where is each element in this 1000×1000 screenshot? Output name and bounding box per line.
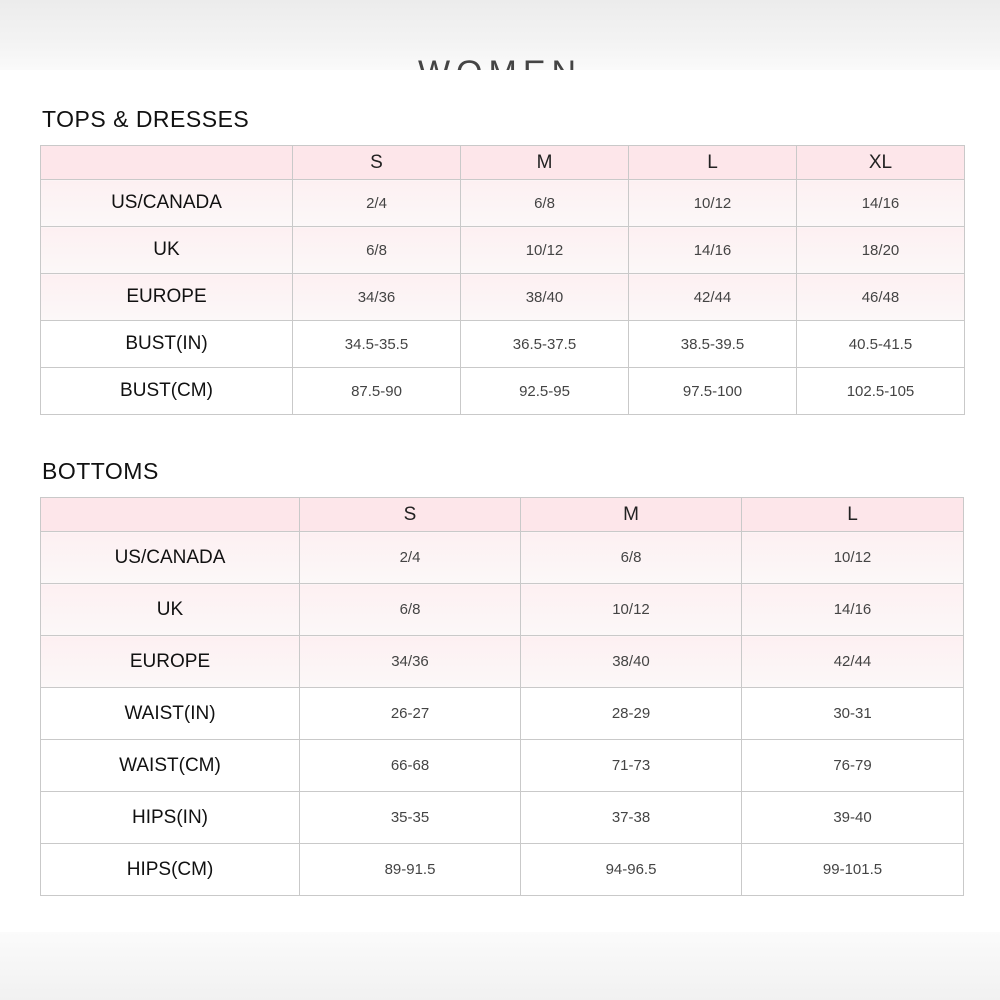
- table-cell: 38.5-39.5: [629, 321, 797, 368]
- row-label: US/CANADA: [41, 180, 293, 227]
- bottoms-header-size: S: [300, 498, 521, 532]
- table-cell: 18/20: [797, 227, 965, 274]
- tops-header-row: [41, 146, 965, 180]
- table-cell: 40.5-41.5: [797, 321, 965, 368]
- table-cell: 14/16: [797, 180, 965, 227]
- table-cell: 38/40: [461, 274, 629, 321]
- tops-header-empty: [41, 146, 293, 180]
- table-cell: 71-73: [521, 740, 742, 792]
- row-label: BUST(CM): [41, 368, 293, 415]
- table-row: [41, 688, 964, 740]
- table-cell: 36.5-37.5: [461, 321, 629, 368]
- row-label: BUST(IN): [41, 321, 293, 368]
- row-label: WAIST(CM): [41, 740, 300, 792]
- row-label: EUROPE: [41, 636, 300, 688]
- row-label: EUROPE: [41, 274, 293, 321]
- table-cell: 94-96.5: [521, 844, 742, 896]
- tops-header-size: S: [293, 146, 461, 180]
- table-cell: 30-31: [742, 688, 964, 740]
- table-cell: 14/16: [629, 227, 797, 274]
- table-cell: 2/4: [300, 532, 521, 584]
- table-cell: 6/8: [521, 532, 742, 584]
- table-row: [41, 180, 965, 227]
- tops-header-size: XL: [797, 146, 965, 180]
- table-cell: 39-40: [742, 792, 964, 844]
- table-row: [41, 274, 965, 321]
- table-cell: 6/8: [293, 227, 461, 274]
- table-row: [41, 636, 964, 688]
- row-label: HIPS(CM): [41, 844, 300, 896]
- bottoms-section-title: BOTTOMS: [42, 458, 159, 484]
- table-row: [41, 740, 964, 792]
- table-cell: 66-68: [300, 740, 521, 792]
- table-cell: 10/12: [629, 180, 797, 227]
- table-cell: 97.5-100: [629, 368, 797, 415]
- tops-section-title: TOPS & DRESSES: [42, 106, 250, 132]
- row-label: HIPS(IN): [41, 792, 300, 844]
- table-cell: 10/12: [461, 227, 629, 274]
- table-cell: 38/40: [521, 636, 742, 688]
- table-cell: 102.5-105: [797, 368, 965, 415]
- bottom-background-band: [0, 932, 1000, 1000]
- row-label: UK: [41, 584, 300, 636]
- table-row: [41, 321, 965, 368]
- table-cell: 14/16: [742, 584, 964, 636]
- table-row: [41, 584, 964, 636]
- table-cell: 89-91.5: [300, 844, 521, 896]
- table-row: [41, 368, 965, 415]
- table-cell: 34.5-35.5: [293, 321, 461, 368]
- table-row: [41, 227, 965, 274]
- table-row: [41, 844, 964, 896]
- bottoms-header-size: L: [742, 498, 964, 532]
- bottoms-header-row: [41, 498, 964, 532]
- table-cell: 92.5-95: [461, 368, 629, 415]
- row-label: WAIST(IN): [41, 688, 300, 740]
- bottoms-header-empty: [41, 498, 300, 532]
- table-row: [41, 792, 964, 844]
- page-title: [0, 38, 1000, 70]
- table-row: [41, 532, 964, 584]
- bottoms-header-size: M: [521, 498, 742, 532]
- table-cell: 46/48: [797, 274, 965, 321]
- tops-header-size: L: [629, 146, 797, 180]
- table-cell: 10/12: [521, 584, 742, 636]
- table-cell: 10/12: [742, 532, 964, 584]
- table-cell: 34/36: [293, 274, 461, 321]
- table-cell: 99-101.5: [742, 844, 964, 896]
- table-cell: 2/4: [293, 180, 461, 227]
- table-cell: 6/8: [461, 180, 629, 227]
- table-cell: 37-38: [521, 792, 742, 844]
- table-cell: 42/44: [629, 274, 797, 321]
- row-label: UK: [41, 227, 293, 274]
- table-cell: 87.5-90: [293, 368, 461, 415]
- tops-size-table: [40, 145, 965, 415]
- table-cell: 35-35: [300, 792, 521, 844]
- table-cell: 42/44: [742, 636, 964, 688]
- bottoms-size-table: [40, 497, 964, 896]
- table-cell: 26-27: [300, 688, 521, 740]
- table-cell: 76-79: [742, 740, 964, 792]
- row-label: US/CANADA: [41, 532, 300, 584]
- tops-header-size: M: [461, 146, 629, 180]
- table-cell: 6/8: [300, 584, 521, 636]
- table-cell: 28-29: [521, 688, 742, 740]
- table-cell: 34/36: [300, 636, 521, 688]
